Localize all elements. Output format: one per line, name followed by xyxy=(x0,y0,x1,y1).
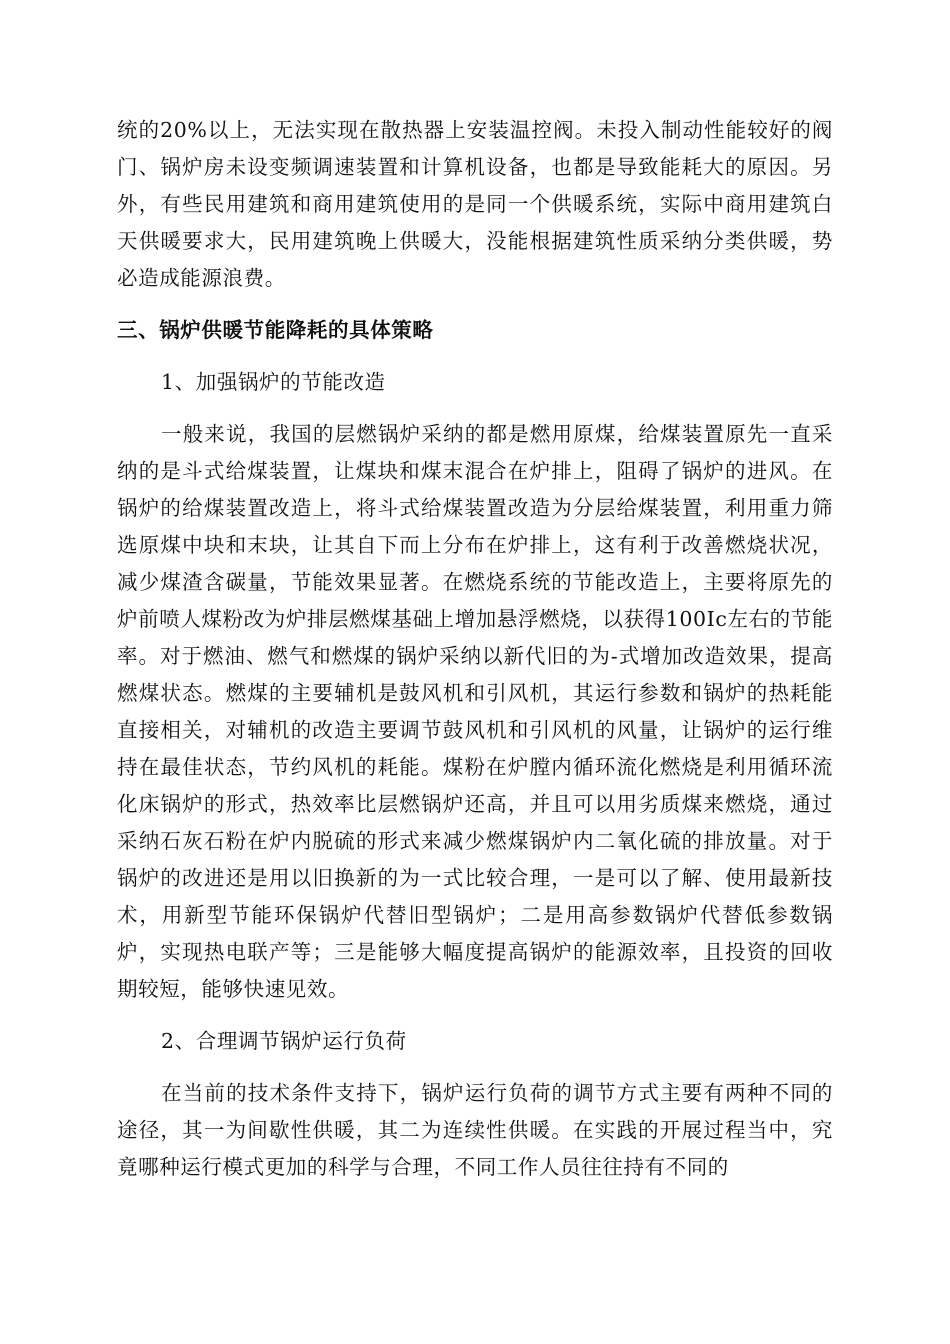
body-paragraph-load-adjustment: 在当前的技术条件支持下，锅炉运行负荷的调节方式主要有两种不同的途径，其一为间歇性供暖，其二为连续性供暖。在实践的开展过程当中，究竟哪种运行模式更加的科学与合理，不同工作人员往往持有不同的 xyxy=(117,1081,833,1179)
spacer xyxy=(117,349,833,364)
spacer xyxy=(117,1060,833,1075)
spacer xyxy=(117,297,833,312)
body-paragraph-boiler-retrofit: 一般来说，我国的层燃锅炉采纳的都是燃用原煤，给煤装置原先一直采纳的是斗式给煤装置，让煤块和煤末混合在炉排上，阻碍了锅炉的进风。在锅炉的给煤装置改造上，将斗式给煤装置改造为分层给煤装置，利用重力筛选原煤中块和末块，让其自下而上分布在炉排上，这有利于改善燃烧状况，减少煤渣含碳量，节能效果显著。在燃烧系统的节能改造上，主要将原先的炉前喷人煤粉改为炉排层燃煤基础上增加悬浮燃烧，以获得100Ic左右的节能率。对于燃油、燃气和燃煤的锅炉采纳以新代旧的为-式增加改造效果，提高燃煤状态。燃煤的主要辅机是鼓风机和引风机，其运行参数和锅炉的热耗能直接相关，对辅机的改造主要调节鼓风机和引风机的风量，让锅炉的运行维持在最佳状态，节约风机的耗能。煤粉在炉膛内循环流化燃烧是利用循环流化床锅炉的形式，热效率比层燃锅炉还高，并且可以用劣质煤来燃烧，通过采纳石灰石粉在炉内脱硫的形式来减少燃煤锅炉内二氧化硫的排放量。对于锅炉的改进还是用以旧换新的为一式比较合理，一是可以了解、使用最新技术，用新型节能环保锅炉代替旧型锅炉；二是用高参数锅炉代替低参数锅炉，实现热电联产等；三是能够大幅度提高锅炉的能源效率，且投资的回收期较短，能够快速见效。 xyxy=(117,422,833,1001)
subheading-load-adjustment: 2、合理调节锅炉运行负荷 xyxy=(161,1029,407,1053)
document-page xyxy=(117,112,833,1186)
spacer xyxy=(117,1008,833,1023)
body-paragraph-energy-waste: 统的20%以上，无法实现在散热器上安装温控阀。未投入制动性能较好的阀门、锅炉房未设变频调速装置和计算机设备，也都是导致能耗大的原因。另外，有些民用建筑和商用建筑使用的是同一个供暖系统，实际中商用建筑白天供暖要求大，民用建筑晚上供暖大，没能根据建筑性质采纳分类供暖，势必造成能源浪费。 xyxy=(117,118,833,290)
spacer xyxy=(117,401,833,416)
subheading-boiler-retrofit: 1、加强锅炉的节能改造 xyxy=(161,370,386,394)
section-heading-strategies: 三、锅炉供暖节能降耗的具体策略 xyxy=(117,318,434,342)
